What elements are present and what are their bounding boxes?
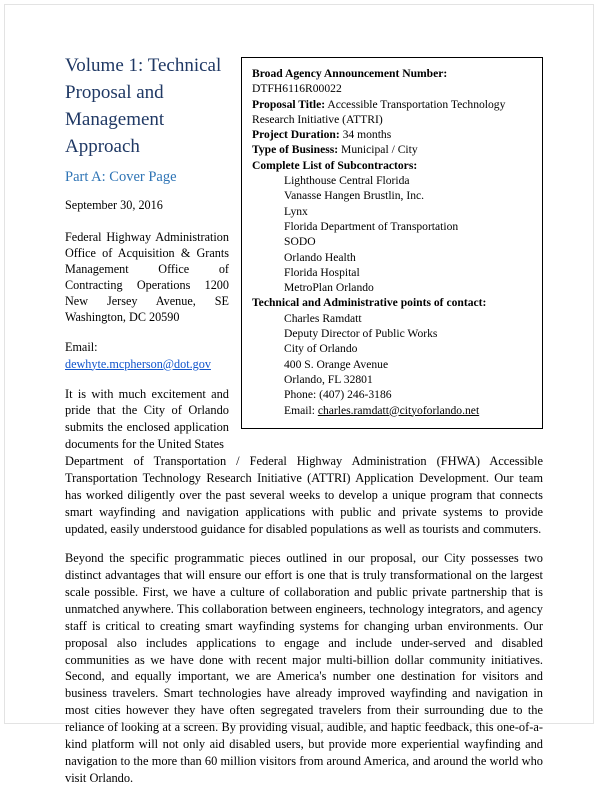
project-duration-label: Project Duration: (252, 128, 340, 142)
project-duration-row (252, 127, 534, 142)
subcontractor-item: Lynx (284, 204, 308, 218)
contact-email-label: Email: (284, 403, 315, 417)
subcontractor-item: SODO (284, 235, 316, 249)
agency-address: Federal Highway Administration Office of Acquisition & Grants Management Office of Contracting Operations 1200 New Jersey Avenue, SE Washington, DC 20590 (65, 229, 229, 325)
type-of-business-row (252, 142, 534, 157)
agency-email-label: Email: (65, 340, 98, 355)
contact-name: Charles Ramdatt (284, 311, 362, 325)
baa-number-row (252, 66, 534, 97)
contact-email-row (252, 403, 534, 418)
subcontractors-label: Complete List of Subcontractors: (252, 158, 418, 172)
proposal-title-row (252, 97, 534, 128)
document-page (4, 4, 594, 785)
contacts-label: Technical and Administrative points of contact: (252, 296, 487, 310)
contact-role: Deputy Director of Public Works (284, 327, 438, 341)
subcontractor-item: Orlando Health (284, 250, 356, 264)
baa-number: DTFH6116R00022 (252, 82, 342, 96)
subcontractor-item: Vanasse Hangen Brustlin, Inc. (284, 189, 425, 203)
subcontractor-item: MetroPlan Orlando (284, 281, 374, 295)
contact-street: 400 S. Orange Avenue (284, 357, 389, 371)
proposal-title-value: Accessible Transportation Technology Research Initiative (ATTRI) (252, 97, 506, 126)
type-of-business-value: Municipal / City (341, 143, 418, 157)
subcontractor-item: Florida Department of Transportation (284, 219, 459, 233)
project-duration-value: 34 months (342, 128, 392, 142)
paragraph-1-rest: Department of Transportation / Federal Highway Administration (FHWA) Accessible Transportation Technology Research Initiative (ATTRI) Application Development. Our team has worked diligently over the past several weeks to develop a unique program that connects smart wayfinding and navigation applications with public and private systems to provide updated, easily understood guidance for disabled populations as well as tourists and commuters. (65, 454, 543, 536)
contact-phone: Phone: (407) 246-3186 (284, 388, 392, 402)
contact-organization: City of Orlando (284, 342, 358, 356)
paragraph-2: Beyond the specific programmatic pieces outlined in our proposal, our City possesses two distinct advantages that will ensure our effort is one that is truly transformational on the largest scale possible. First, we have a culture of collaboration and public private partnership that is unmatched anywhere. This collaboration between engineers, technology integrators, and agency staff is critical to creating smart wayfinding systems for changing urban environments. Our proposal also includes applications to engage and include under-served and disabled communities as we have done with recent major multi-billion dollar community initiatives. Second, and equally important, we are America's number one destination for visitors and business travelers. Smart technologies have already improved wayfinding and navigation in most cities however they have often segregated travelers from their surrounding due to the reliance of looking at a screen. By providing visual, audible, and haptic feedback, this one-of-a-kind platform will not only aid disabled users, but provide more experiential wayfinding and navigation to the more than 60 million visitors from around America, and around the world who visit Orlando. (65, 551, 543, 785)
agency-email-block (65, 339, 237, 371)
baa-label: Broad Agency Announcement Number: (252, 67, 448, 80)
contact-city-state-zip: Orlando, FL 32801 (284, 372, 373, 386)
subcontractor-item: Lighthouse Central Florida (284, 174, 410, 188)
contact-email-link[interactable]: charles.ramdatt@cityoforlando.net (317, 403, 480, 417)
page-content (65, 53, 543, 799)
agency-email-link[interactable]: dewhyte.mcpherson@dot.gov (65, 356, 211, 371)
page-subtitle: Part A: Cover Page (65, 168, 177, 185)
document-date: September 30, 2016 (65, 197, 163, 212)
type-of-business-label: Type of Business: (252, 143, 339, 157)
page-title: Volume 1: Technical Proposal and Management Approach (65, 55, 222, 157)
paragraph-1-lead: It is with much excitement and pride that the City of Orlando submits the enclosed application documents for the United States (65, 386, 229, 452)
subcontractor-item: Florida Hospital (284, 265, 360, 279)
proposal-title-label: Proposal Title: (252, 97, 326, 111)
proposal-info-box (241, 57, 543, 429)
